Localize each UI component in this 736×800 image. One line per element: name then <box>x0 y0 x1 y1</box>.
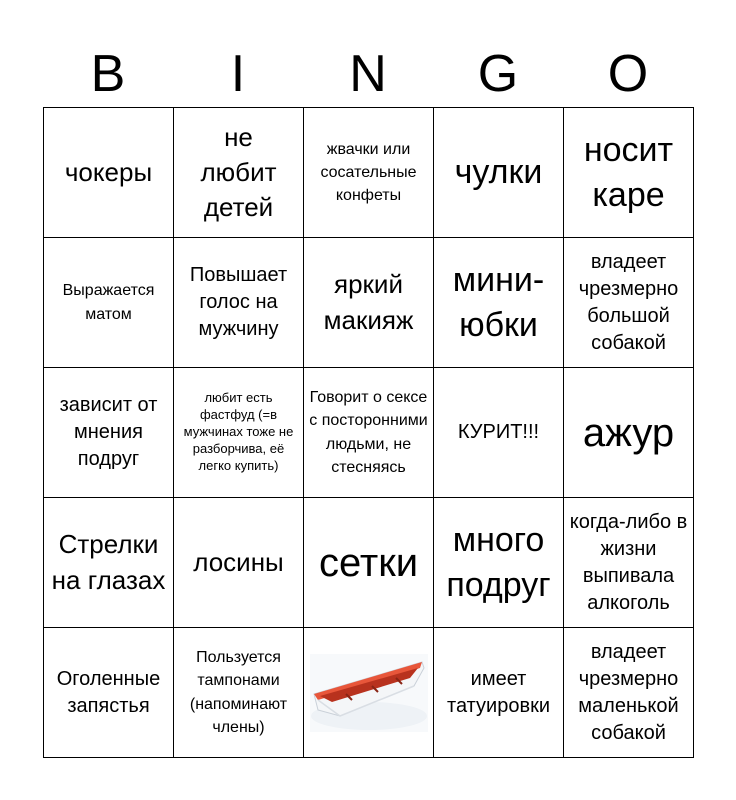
bingo-cell[interactable] <box>434 628 564 758</box>
header-letter-i: I <box>230 45 246 103</box>
bingo-cell[interactable] <box>44 238 174 368</box>
header-letter-b: B <box>90 45 126 103</box>
cell-text: много подруг <box>446 521 551 604</box>
bingo-cell[interactable] <box>44 368 174 498</box>
bingo-cell[interactable] <box>304 368 434 498</box>
cell-text: Стрелки на глазах <box>51 529 166 595</box>
cell-text: имеет татуировки <box>447 667 550 717</box>
bingo-cell[interactable] <box>564 108 694 238</box>
cell-text: владеет чрезмерно большой собакой <box>578 250 679 354</box>
bingo-cell[interactable] <box>564 498 694 628</box>
bingo-cell[interactable] <box>44 498 174 628</box>
cell-text: Пользуется тампонами (напоминают члены) <box>189 649 288 736</box>
bingo-cell-image[interactable] <box>304 628 434 758</box>
cell-text: носит каре <box>583 131 674 214</box>
cell-text: Выражается матом <box>62 282 155 323</box>
bingo-header <box>43 40 693 108</box>
cell-text: мини-юбки <box>452 261 545 344</box>
bingo-cell[interactable] <box>174 498 304 628</box>
bingo-cell[interactable] <box>304 238 434 368</box>
cell-text: зависит от мнения подруг <box>59 394 158 470</box>
bingo-cell[interactable] <box>434 368 564 498</box>
bingo-cell[interactable] <box>564 238 694 368</box>
bingo-cell[interactable] <box>304 108 434 238</box>
bingo-cell[interactable] <box>434 108 564 238</box>
bingo-cell[interactable] <box>44 108 174 238</box>
bingo-card-grid <box>43 107 694 758</box>
bingo-cell[interactable] <box>434 238 564 368</box>
cell-text: Оголенные запястья <box>56 667 161 717</box>
bingo-cell[interactable] <box>304 498 434 628</box>
cell-text: Говорит о сексе с посторонними людьми, не стесняясь <box>309 389 428 476</box>
cell-text: владеет чрезмерно маленькой собакой <box>578 640 679 744</box>
cell-text: любит есть фастфуд (=в мужчинах тоже не разборчива, её легко купить) <box>183 390 294 473</box>
bingo-cell[interactable] <box>564 628 694 758</box>
cell-text: КУРИТ!!! <box>457 421 540 443</box>
cell-text: Повышает голос на мужчину <box>189 264 288 340</box>
bingo-cell[interactable] <box>564 368 694 498</box>
cell-text: когда-либо в жизни выпивала алкоголь <box>569 510 688 614</box>
bingo-cell[interactable] <box>174 628 304 758</box>
boat-image <box>310 654 428 732</box>
cell-text: не любит детей <box>200 121 277 223</box>
cell-text: чулки <box>454 153 543 192</box>
header-letter-n: N <box>349 45 387 103</box>
header-letter-o: O <box>607 45 649 103</box>
bingo-cell[interactable] <box>174 108 304 238</box>
bingo-cell[interactable] <box>434 498 564 628</box>
cell-text: сетки <box>318 540 419 585</box>
bingo-cell[interactable] <box>44 628 174 758</box>
header-letter-g: G <box>477 45 519 103</box>
cell-text: яркий макияж <box>323 269 414 335</box>
cell-text: жвачки или сосательные конфеты <box>320 140 417 205</box>
cell-text: ажур <box>582 410 675 455</box>
cell-text: чокеры <box>64 156 153 187</box>
bingo-cell[interactable] <box>174 238 304 368</box>
cell-text: лосины <box>193 546 284 577</box>
bingo-cell[interactable] <box>174 368 304 498</box>
